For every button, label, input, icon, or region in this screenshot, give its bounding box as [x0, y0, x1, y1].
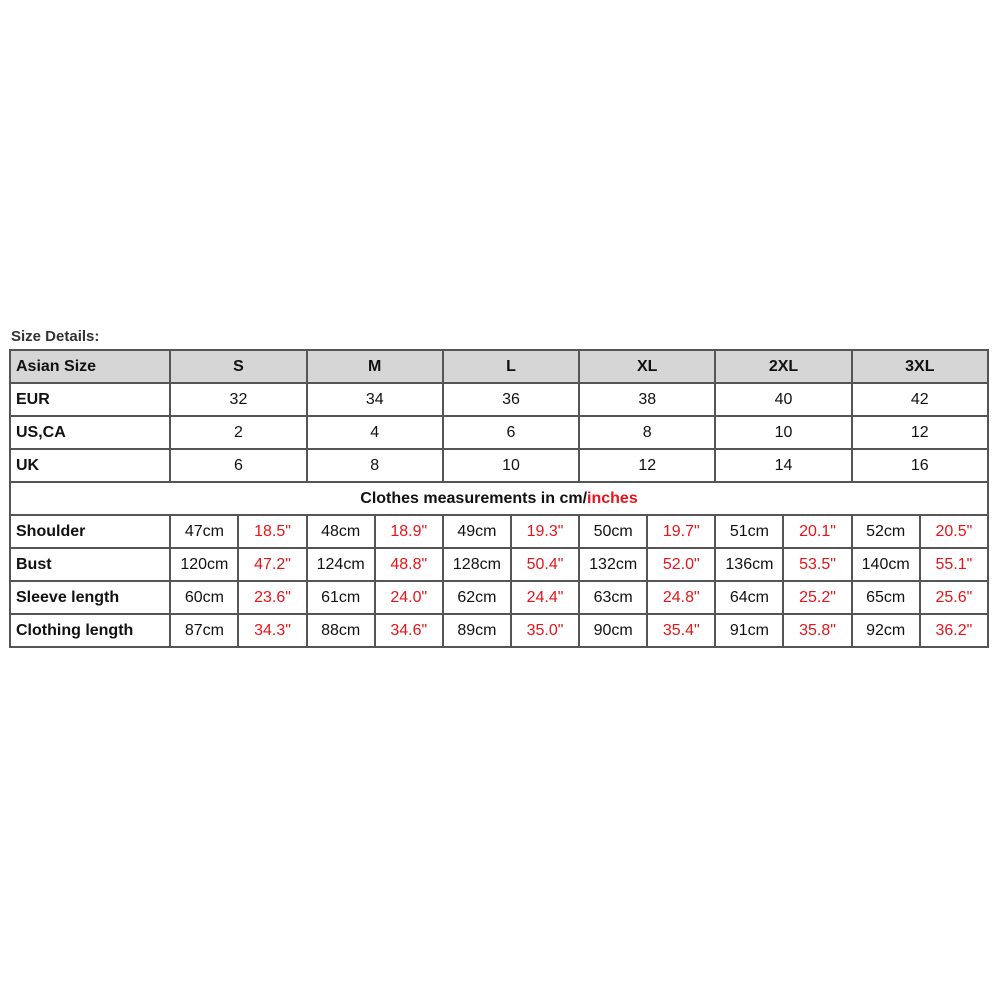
conversion-row-uk [10, 449, 988, 482]
conversion-value: 36 [443, 383, 579, 416]
conversion-value: 10 [715, 416, 851, 449]
cm-value: 90cm [579, 614, 647, 647]
size-heading: L [443, 350, 579, 383]
conversion-value: 6 [170, 449, 306, 482]
inch-value: 55.1" [920, 548, 988, 581]
inch-value: 36.2" [920, 614, 988, 647]
conversion-value: 34 [307, 383, 443, 416]
cm-value: 88cm [307, 614, 375, 647]
conversion-value: 16 [852, 449, 988, 482]
row-label: Shoulder [10, 515, 170, 548]
row-label: US,CA [10, 416, 170, 449]
size-heading: 2XL [715, 350, 851, 383]
measurement-row-sleeve-length [10, 581, 988, 614]
size-heading: 3XL [852, 350, 988, 383]
inch-value: 24.4" [511, 581, 579, 614]
cm-value: 140cm [852, 548, 920, 581]
inch-value: 25.6" [920, 581, 988, 614]
conversion-value: 32 [170, 383, 306, 416]
cm-value: 63cm [579, 581, 647, 614]
cm-value: 87cm [170, 614, 238, 647]
cm-value: 61cm [307, 581, 375, 614]
inch-value: 50.4" [511, 548, 579, 581]
inch-value: 35.8" [783, 614, 851, 647]
cm-value: 89cm [443, 614, 511, 647]
cm-value: 48cm [307, 515, 375, 548]
conversion-value: 8 [579, 416, 715, 449]
conversion-value: 12 [852, 416, 988, 449]
inch-value: 19.7" [647, 515, 715, 548]
inch-value: 20.5" [920, 515, 988, 548]
size-heading: S [170, 350, 306, 383]
section-heading-prefix: Clothes measurements in cm/ [360, 489, 588, 507]
measurements-section-heading [10, 482, 988, 515]
size-details-caption: Size Details: [11, 328, 100, 345]
cm-value: 49cm [443, 515, 511, 548]
inch-value: 47.2" [238, 548, 306, 581]
inch-value: 25.2" [783, 581, 851, 614]
conversion-value: 14 [715, 449, 851, 482]
inch-value: 19.3" [511, 515, 579, 548]
conversion-value: 4 [307, 416, 443, 449]
cm-value: 128cm [443, 548, 511, 581]
inch-value: 18.9" [375, 515, 443, 548]
inch-value: 34.6" [375, 614, 443, 647]
inch-value: 24.0" [375, 581, 443, 614]
measurement-row-clothing-length [10, 614, 988, 647]
inch-value: 48.8" [375, 548, 443, 581]
conversion-value: 38 [579, 383, 715, 416]
size-heading: M [307, 350, 443, 383]
inch-value: 35.4" [647, 614, 715, 647]
cm-value: 51cm [715, 515, 783, 548]
inch-value: 53.5" [783, 548, 851, 581]
row-label: Sleeve length [10, 581, 170, 614]
cm-value: 64cm [715, 581, 783, 614]
section-heading-inches: inches [587, 489, 638, 507]
conversion-value: 8 [307, 449, 443, 482]
inch-value: 23.6" [238, 581, 306, 614]
conversion-value: 40 [715, 383, 851, 416]
conversion-row-us-ca [10, 416, 988, 449]
size-chart-table [9, 349, 989, 648]
asian-size-label: Asian Size [10, 350, 170, 383]
row-label: Clothing length [10, 614, 170, 647]
cm-value: 124cm [307, 548, 375, 581]
conversion-row-eur [10, 383, 988, 416]
conversion-value: 42 [852, 383, 988, 416]
cm-value: 60cm [170, 581, 238, 614]
row-label: Bust [10, 548, 170, 581]
size-heading: XL [579, 350, 715, 383]
cm-value: 132cm [579, 548, 647, 581]
cm-value: 92cm [852, 614, 920, 647]
inch-value: 34.3" [238, 614, 306, 647]
measurement-row-bust [10, 548, 988, 581]
conversion-value: 2 [170, 416, 306, 449]
cm-value: 91cm [715, 614, 783, 647]
row-label: EUR [10, 383, 170, 416]
conversion-value: 10 [443, 449, 579, 482]
conversion-value: 12 [579, 449, 715, 482]
inch-value: 52.0" [647, 548, 715, 581]
cm-value: 120cm [170, 548, 238, 581]
inch-value: 18.5" [238, 515, 306, 548]
cm-value: 65cm [852, 581, 920, 614]
measurement-row-shoulder [10, 515, 988, 548]
inch-value: 35.0" [511, 614, 579, 647]
cm-value: 52cm [852, 515, 920, 548]
cm-value: 47cm [170, 515, 238, 548]
cm-value: 62cm [443, 581, 511, 614]
cm-value: 136cm [715, 548, 783, 581]
cm-value: 50cm [579, 515, 647, 548]
size-header-row [10, 350, 988, 383]
row-label: UK [10, 449, 170, 482]
conversion-value: 6 [443, 416, 579, 449]
inch-value: 20.1" [783, 515, 851, 548]
measurements-section-row [10, 482, 988, 515]
inch-value: 24.8" [647, 581, 715, 614]
